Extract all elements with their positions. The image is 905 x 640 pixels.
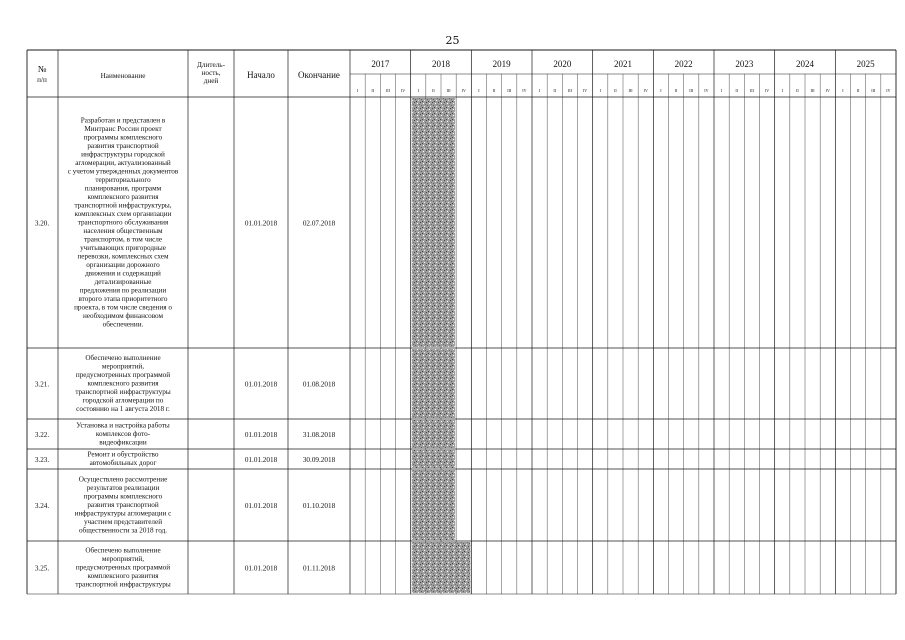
row-name-line: комплексов фото- <box>95 429 151 438</box>
row-name-line: городской агломерации по <box>82 396 164 405</box>
year-label: 2025 <box>856 59 875 69</box>
row-name-line: Минтранс России проект <box>84 124 162 133</box>
row-name-line: перевозки, комплексных схем <box>77 252 169 261</box>
row-name-line: комплексного развития <box>87 379 159 388</box>
header-duration: ность, <box>201 69 221 77</box>
quarter-label: I <box>842 88 844 93</box>
quarter-label: II <box>735 88 739 93</box>
year-label: 2024 <box>796 59 814 69</box>
row-name-line: организации дорожного <box>86 260 160 269</box>
row-start-date: 01.01.2018 <box>244 219 278 228</box>
quarter-label: IV <box>522 88 527 93</box>
row-number: 3.20. <box>34 219 50 228</box>
schedule-bar <box>412 450 456 468</box>
quarter-label: I <box>660 88 662 93</box>
quarter-label: IV <box>461 88 466 93</box>
year-label: 2023 <box>735 59 754 69</box>
quarter-label: IV <box>643 88 648 93</box>
row-end-date: 02.07.2018 <box>302 219 336 228</box>
row-name-line: комплексных схем организации <box>74 209 172 218</box>
schedule-bars <box>412 98 471 593</box>
row-name-line: второго этапа приоритетного <box>78 294 168 303</box>
quarter-label: III <box>628 88 633 93</box>
row-name-line: необходимом финансовом <box>82 311 164 320</box>
row-name-line: движения и содержащий <box>85 269 161 278</box>
year-label: 2017 <box>371 59 390 69</box>
row-name-line: комплексного развития <box>87 571 159 580</box>
year-label: 2021 <box>614 59 632 69</box>
row-name-line: агломерации, актуализованный <box>75 158 171 167</box>
quarter-label: IV <box>764 88 770 93</box>
quarter-label: II <box>371 88 375 93</box>
row-end-date: 01.10.2018 <box>302 502 336 510</box>
row-name-line: проекта, в том числе сведения о <box>74 303 172 312</box>
row-name-line: результатов реализации <box>86 483 160 492</box>
row-name-line: предусмотренных программой <box>75 563 171 572</box>
page-number: 25 <box>445 34 460 47</box>
row-name-line: планирования, программ <box>84 184 162 193</box>
quarter-label: III <box>567 88 572 93</box>
row-name-line: общественности за 2018 год. <box>78 526 168 535</box>
row-name-line: предусмотренных программой <box>75 370 171 379</box>
header-duration: дней <box>203 77 219 85</box>
row-name-line: состоянию на 1 августа 2018 г. <box>76 404 170 413</box>
row-name-line: инфраструктуры городской <box>81 150 165 159</box>
quarter-label: I <box>356 88 359 93</box>
quarter-label: II <box>553 88 557 93</box>
row-name-line: развития транспортной <box>87 141 159 150</box>
schedule-bar <box>412 470 456 540</box>
row-end-date: 30.09.2018 <box>302 456 336 464</box>
row-name-line: комплексного развития <box>87 192 159 201</box>
row-name-line: мероприятий, <box>101 362 145 371</box>
header-end: Окончание <box>298 70 340 80</box>
quarter-label: I <box>781 88 783 93</box>
schedule-bar <box>412 349 456 418</box>
quarter-label: III <box>871 88 876 93</box>
row-name-line: обеспечении. <box>102 320 144 329</box>
row-name-line: учитывающих пригородные <box>80 243 166 252</box>
quarter-label: IV <box>704 88 709 93</box>
row-name-line: автомобильных дорог <box>89 459 157 467</box>
row-start-date: 01.01.2018 <box>244 502 278 510</box>
row-name-line: транспортного обслуживания <box>77 218 169 227</box>
quarter-label: III <box>689 88 694 93</box>
quarter-label: I <box>538 88 541 93</box>
quarter-label: IV <box>582 88 588 93</box>
row-name-line: населения общественным <box>83 226 163 235</box>
schedule-bar <box>412 98 456 347</box>
row-name-line: Обеспечено выполнение <box>85 546 161 555</box>
year-label: 2020 <box>553 59 572 69</box>
header-name: Наименование <box>100 72 146 80</box>
row-start-date: 01.01.2018 <box>244 431 278 439</box>
header-number-sub: п/п <box>37 76 47 84</box>
row-start-date: 01.01.2018 <box>244 380 278 389</box>
row-start-date: 01.01.2018 <box>244 564 278 573</box>
quarter-label: IV <box>886 88 891 93</box>
header-start: Начало <box>247 70 275 80</box>
quarter-label: IV <box>825 88 830 93</box>
row-number: 3.25. <box>34 564 50 573</box>
quarter-label: II <box>796 88 799 93</box>
year-label: 2018 <box>432 59 450 69</box>
row-name-line: транспортом, в том числе <box>83 235 163 244</box>
row-name-line: Установка и настройка работы <box>76 421 170 430</box>
row-name-line: транспортной инфраструктуры <box>75 387 171 396</box>
row-end-date: 01.11.2018 <box>302 564 336 573</box>
quarter-label: III <box>385 88 390 93</box>
row-number: 3.23. <box>34 456 50 464</box>
row-name-line: Обеспечено выполнение <box>85 353 161 362</box>
quarter-label: III <box>810 88 815 93</box>
row-start-date: 01.01.2018 <box>244 456 278 464</box>
year-label: 2019 <box>492 59 511 69</box>
row-name-line: с учетом утвержденных документов <box>67 167 179 176</box>
row-name-line: транспортной инфраструктуры <box>75 580 171 589</box>
schedule-bar <box>412 420 456 448</box>
year-label: 2022 <box>674 59 693 69</box>
row-name-line: Разработан и представлен в <box>80 116 166 125</box>
row-number: 3.24. <box>34 502 50 510</box>
quarter-label: I <box>720 88 723 93</box>
quarter-label: II <box>856 88 860 93</box>
quarter-label: III <box>446 88 451 93</box>
row-name-line: инфраструктуры агломерации с <box>74 509 172 518</box>
row-number: 3.22. <box>34 431 50 439</box>
schedule-bar <box>412 542 471 593</box>
header-duration: Длитель- <box>197 61 225 69</box>
quarter-label: I <box>417 88 419 93</box>
quarter-label: II <box>492 88 496 93</box>
row-name-line: Осуществлено рассмотрение <box>78 475 168 484</box>
row-name-line: мероприятий, <box>101 554 145 563</box>
row-name-line: Ремонт и обустройство <box>87 450 159 459</box>
quarter-label: II <box>614 88 617 93</box>
row-number: 3.21. <box>34 380 50 389</box>
row-name-line: развития транспортной <box>87 500 159 509</box>
row-name-line: транспортной инфраструктуры, <box>74 201 172 210</box>
quarter-label: I <box>599 88 601 93</box>
row-name-line: территориального <box>95 175 151 184</box>
quarter-label: III <box>507 88 512 93</box>
quarter-label: II <box>674 88 678 93</box>
quarter-label: I <box>478 88 480 93</box>
quarter-label: III <box>749 88 754 93</box>
row-end-date: 01.08.2018 <box>302 380 336 389</box>
row-name-line: видеофиксации <box>99 438 147 447</box>
table-text <box>35 59 891 588</box>
row-name-line: предложения по реализации <box>79 286 167 295</box>
quarter-label: IV <box>400 88 406 93</box>
row-name-line: программы комплексного <box>83 133 163 142</box>
quarter-label: II <box>432 88 435 93</box>
header-number: № <box>37 64 47 74</box>
row-name-line: участием представителей <box>83 517 163 526</box>
row-name-line: детализированные <box>94 277 152 286</box>
row-name-line: программы комплексного <box>83 492 163 501</box>
row-end-date: 31.08.2018 <box>302 431 336 439</box>
